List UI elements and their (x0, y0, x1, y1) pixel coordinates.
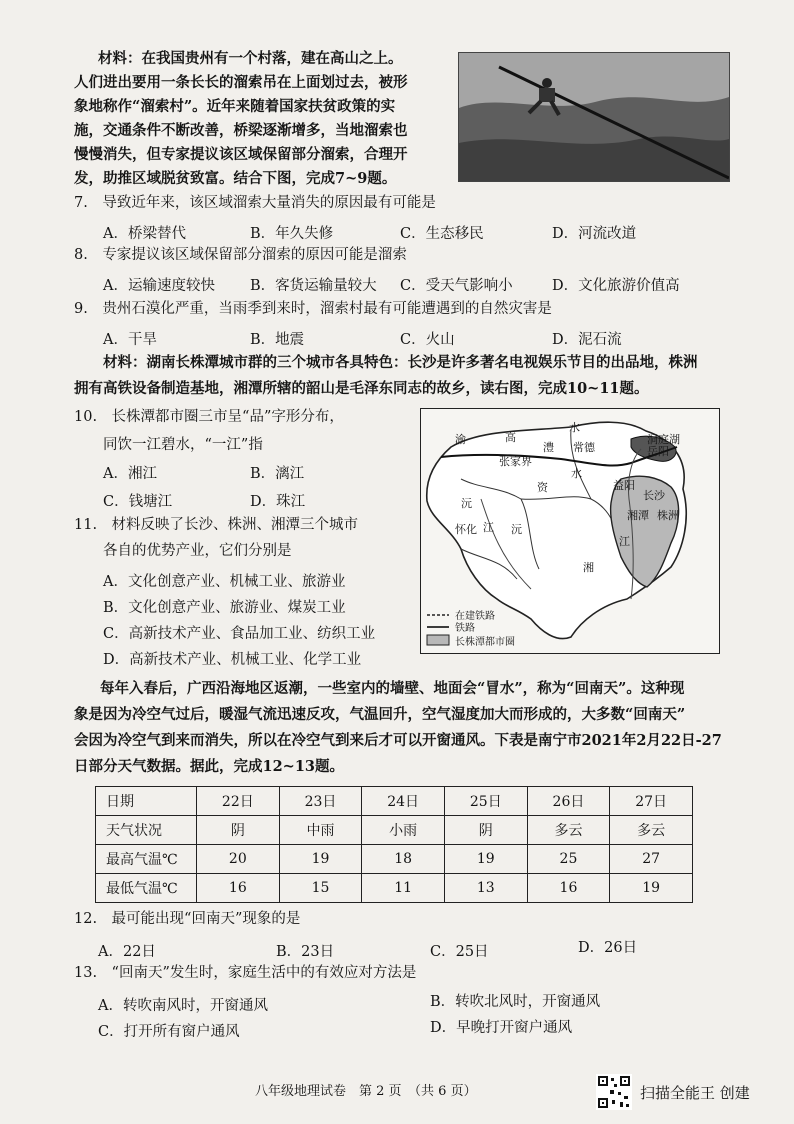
material-1-line-1: 材料：在我国贵州有一个村落，建在高山之上。 (98, 50, 403, 67)
map-label-li: 澧 (543, 441, 554, 454)
map-label-changde: 常德 (573, 441, 595, 454)
table-header-cell: 25日 (444, 787, 527, 816)
q10-option-d[interactable]: D．珠江 (250, 494, 306, 510)
question-8-stem: 8. 专家提议该区域保留部分溜索的原因可能是溜索 (74, 247, 407, 263)
q12-option-b[interactable]: B．23日 (276, 944, 335, 960)
table-row (96, 787, 693, 816)
material-3-line-2: 象是因为冷空气过后，暖湿气流迅速反攻，气温回升，空气湿度加大而形成的，大多数“回南天” (74, 706, 686, 723)
question-10-stem-line-2: 同饮一江碧水，“一江”指 (103, 437, 263, 453)
changzhutan-map (420, 408, 720, 654)
question-10-stem-line-1: 10. 长株潭都市圈三市呈“品”字形分布， (74, 409, 344, 425)
table-cell: 27 (610, 845, 693, 874)
map-label-changsha: 长沙 (643, 489, 665, 502)
q11-option-d[interactable]: D．高新技术产业、机械工业、化学工业 (103, 652, 362, 668)
table-cell: 多云 (610, 816, 693, 845)
q9-option-c[interactable]: C．火山 (400, 332, 455, 348)
question-7-stem: 7. 导致近年来，该区域溜索大量消失的原因最有可能是 (74, 195, 436, 211)
q8-option-c[interactable]: C．受天气影响小 (400, 278, 513, 294)
map-label-yueyang: 岳阳 (647, 445, 669, 458)
q7-option-d[interactable]: D．河流改道 (552, 226, 637, 242)
map-label-yuan3: 沅 (511, 523, 522, 536)
table-cell: 16 (197, 874, 280, 903)
q13-option-b[interactable]: B．转吹北风时，开窗通风 (430, 994, 601, 1010)
q7-option-b[interactable]: B．年久失修 (250, 226, 334, 242)
q9-option-d[interactable]: D．泥石流 (552, 332, 622, 348)
table-cell: 最低气温℃ (96, 874, 197, 903)
legend-railway-under-construction: 在建铁路 (455, 611, 495, 622)
map-label-jiang2: 江 (619, 535, 630, 548)
question-9-stem: 9. 贵州石漠化严重，当雨季到来时，溜索村最有可能遭遇到的自然灾害是 (74, 301, 552, 317)
map-label-yuan2: 沅 (461, 497, 472, 510)
q11-option-c[interactable]: C．高新技术产业、食品加工业、纺织工业 (103, 626, 376, 642)
map-label-zhuzhou: 株洲 (657, 509, 679, 522)
table-header-cell: 27日 (610, 787, 693, 816)
weather-table (95, 786, 693, 903)
map-label-jiang: 江 (483, 521, 494, 534)
q12-option-d[interactable]: D．26日 (578, 940, 638, 956)
table-row (96, 874, 693, 903)
table-cell: 16 (527, 874, 610, 903)
table-header-cell: 日期 (96, 787, 197, 816)
map-label-shui2: 水 (571, 467, 582, 480)
map-label-zhangjiajie: 张家界 (499, 455, 532, 468)
q7-option-c[interactable]: C．生态移民 (400, 226, 484, 242)
map-label-huaihua: 怀化 (455, 523, 477, 536)
map-label-yiyang: 益阳 (613, 479, 635, 492)
table-cell: 18 (362, 845, 445, 874)
question-11-stem-line-1: 11. 材料反映了长沙、株洲、湘潭三个城市 (74, 517, 359, 533)
question-12-stem: 12. 最可能出现“回南天”现象的是 (74, 911, 301, 927)
q11-option-b[interactable]: B．文化创意产业、旅游业、煤炭工业 (103, 600, 346, 616)
map-label-yuan: 渝 (455, 433, 466, 446)
q10-option-a[interactable]: A．湘江 (103, 466, 157, 482)
table-cell: 15 (279, 874, 362, 903)
scanner-watermark: 扫描全能王 创建 (640, 1084, 750, 1102)
table-header-cell: 24日 (362, 787, 445, 816)
material-2-line-2: 拥有高铁设备制造基地，湘潭所辖的韶山是毛泽东同志的故乡，读右图，完成10~11题。 (74, 380, 649, 397)
q11-option-a[interactable]: A．文化创意产业、机械工业、旅游业 (103, 574, 346, 590)
map-label-xiangtan: 湘潭 (627, 509, 649, 522)
q8-option-a[interactable]: A．运输速度较快 (103, 278, 215, 294)
zipline-photo (458, 52, 730, 182)
q12-option-a[interactable]: A．22日 (98, 944, 156, 960)
table-cell: 19 (610, 874, 693, 903)
table-row (96, 816, 693, 845)
map-label-gao: 高 (505, 431, 516, 444)
question-11-stem-line-2: 各自的优势产业，它们分别是 (103, 543, 292, 559)
table-cell: 小雨 (362, 816, 445, 845)
q10-option-c[interactable]: C．钱塘江 (103, 494, 173, 510)
material-1-line-2: 人们进出要用一条长长的溜索吊在上面划过去，被形 (74, 74, 408, 91)
table-cell: 最高气温℃ (96, 845, 197, 874)
material-1-line-6: 发，助推区域脱贫致富。结合下图，完成7~9题。 (74, 170, 397, 187)
table-cell: 中雨 (279, 816, 362, 845)
q8-option-b[interactable]: B．客货运输量较大 (250, 278, 377, 294)
qr-code-icon (596, 1074, 632, 1110)
q8-option-d[interactable]: D．文化旅游价值高 (552, 278, 680, 294)
q9-option-b[interactable]: B．地震 (250, 332, 305, 348)
table-cell: 13 (444, 874, 527, 903)
q7-option-a[interactable]: A．桥梁替代 (103, 226, 186, 242)
q9-option-a[interactable]: A．干旱 (103, 332, 157, 348)
question-13-stem: 13. “回南天”发生时，家庭生活中的有效应对方法是 (74, 965, 417, 981)
table-header-cell: 23日 (279, 787, 362, 816)
legend-railway: 铁路 (455, 623, 475, 634)
material-3-line-4: 日部分天气数据。据此，完成12~13题。 (74, 758, 345, 775)
table-row (96, 845, 693, 874)
q13-option-a[interactable]: A．转吹南风时，开窗通风 (98, 998, 268, 1014)
map-label-dongting: 洞庭湖 (647, 433, 680, 446)
legend-metro-area: 长株潭都市圈 (455, 637, 515, 648)
table-header-cell: 22日 (197, 787, 280, 816)
material-1-line-4: 施，交通条件不断改善，桥梁逐渐增多，当地溜索也 (74, 122, 408, 139)
table-cell: 多云 (527, 816, 610, 845)
q10-option-b[interactable]: B．漓江 (250, 466, 305, 482)
map-label-shui: 水 (569, 421, 580, 434)
table-cell: 25 (527, 845, 610, 874)
q13-option-d[interactable]: D．早晚打开窗户通风 (430, 1020, 573, 1036)
material-3-line-3: 会因为冷空气到来而消失，所以在冷空气到来后才可以开窗通风。下表是南宁市2021年2月22日-27 (74, 732, 722, 749)
material-1-line-3: 象地称作“溜索村”。近年来随着国家扶贫政策的实 (74, 98, 396, 115)
material-2-line-1: 材料：湖南长株潭城市群的三个城市各具特色：长沙是许多著名电视娱乐节目的出品地，株洲 (103, 354, 698, 371)
page-footer: 八年级地理试卷 第 2 页 （共 6 页） (255, 1084, 477, 1099)
table-cell: 阴 (444, 816, 527, 845)
table-cell: 19 (444, 845, 527, 874)
table-cell: 11 (362, 874, 445, 903)
table-cell: 20 (197, 845, 280, 874)
material-1-line-5: 慢慢消失，但专家提议该区域保留部分溜索，合理开 (74, 146, 408, 163)
map-label-zi: 资 (537, 481, 548, 494)
table-cell: 天气状况 (96, 816, 197, 845)
table-cell: 阴 (197, 816, 280, 845)
map-label-xiang: 湘 (583, 561, 594, 574)
table-cell: 19 (279, 845, 362, 874)
table-header-cell: 26日 (527, 787, 610, 816)
material-3-line-1: 每年入春后，广西沿海地区返潮，一些室内的墙壁、地面会“冒水”，称为“回南天”。这种现 (100, 680, 685, 697)
q13-option-c[interactable]: C．打开所有窗户通风 (98, 1024, 240, 1040)
zipline-photo-graphic (459, 53, 729, 181)
q12-option-c[interactable]: C．25日 (430, 944, 489, 960)
